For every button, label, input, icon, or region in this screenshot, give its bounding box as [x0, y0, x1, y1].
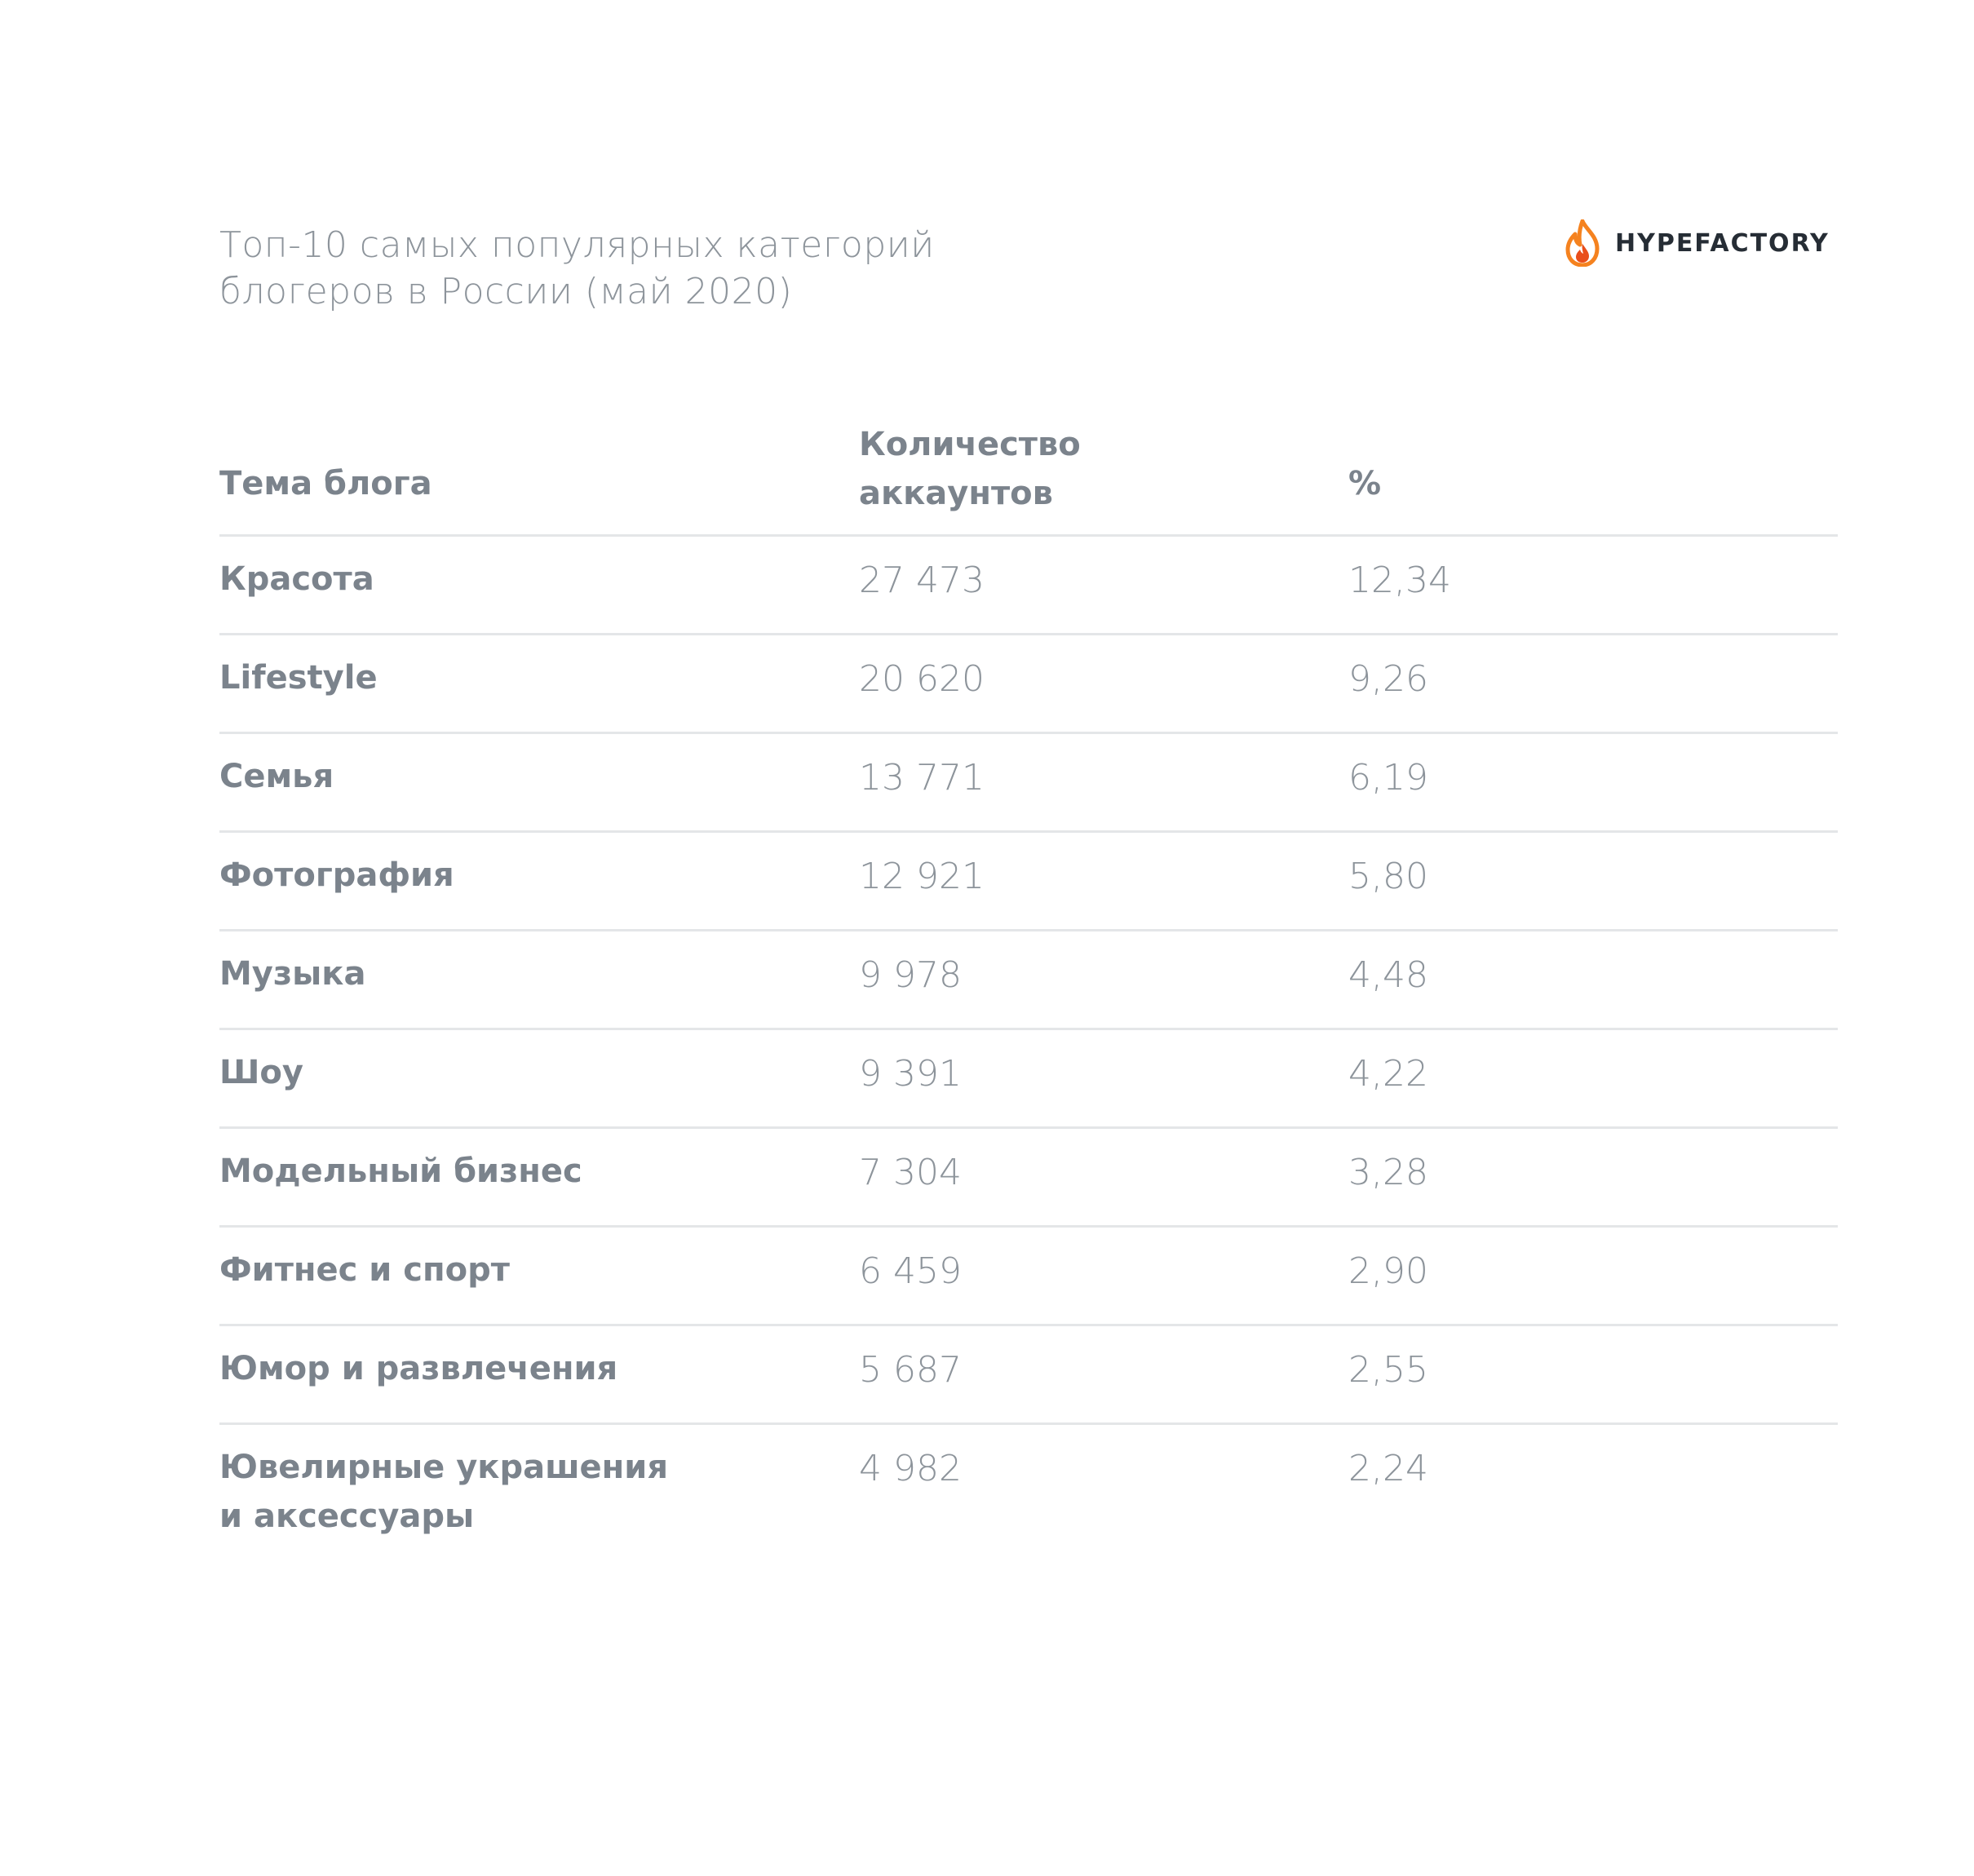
- row-percent: 6,19: [1348, 757, 1428, 799]
- table-row: [219, 635, 1838, 734]
- row-count: 9 391: [859, 1053, 962, 1095]
- row-topic: Красота: [219, 560, 374, 598]
- table-row: [219, 1228, 1838, 1326]
- row-count: 6 459: [859, 1250, 962, 1292]
- row-count: 20 620: [859, 658, 985, 700]
- header-topic: Тема блога: [219, 465, 432, 502]
- header-percent: %: [1348, 465, 1382, 502]
- title-line-1: Топ-10 самых популярных категорий: [219, 224, 935, 266]
- brand-logo: [1565, 219, 1830, 268]
- row-topic: Модельный бизнес: [219, 1153, 582, 1190]
- row-topic: [219, 1443, 668, 1541]
- table-header: [219, 420, 1838, 537]
- categories-table: [219, 420, 1838, 1564]
- table-row: [219, 537, 1838, 635]
- row-percent: 2,90: [1348, 1250, 1428, 1292]
- row-topic: Фитнес и спорт: [219, 1251, 510, 1289]
- row-percent: 5,80: [1348, 856, 1428, 897]
- row-percent: 4,48: [1348, 954, 1428, 996]
- table-row: [219, 1030, 1838, 1129]
- row-percent: 2,24: [1348, 1448, 1428, 1489]
- row-topic: Фотография: [219, 856, 454, 894]
- title-line-2: блогеров в России (май 2020): [219, 271, 793, 312]
- table-row: [219, 833, 1838, 931]
- row-topic: Семья: [219, 758, 334, 795]
- header-count-line-1: Количество: [859, 426, 1081, 463]
- row-topic-line-1: Ювелирные украшения: [219, 1449, 669, 1486]
- row-count: 9 978: [859, 954, 962, 996]
- brand-name: HYPEFACTORY: [1615, 228, 1830, 258]
- header-count-line-2: аккаунтов: [859, 475, 1053, 512]
- row-count: 27 473: [859, 560, 985, 601]
- table-row: [219, 1326, 1838, 1425]
- row-percent: 2,55: [1348, 1349, 1428, 1391]
- row-topic: Шоу: [219, 1054, 303, 1091]
- row-count: 5 687: [859, 1349, 962, 1391]
- row-percent: 4,22: [1348, 1053, 1428, 1095]
- page-title: [219, 222, 1035, 315]
- table-row: [219, 1425, 1838, 1564]
- table-row: [219, 1129, 1838, 1228]
- row-count: 13 771: [859, 757, 985, 799]
- row-topic-line-2: и аксессуары: [219, 1498, 475, 1535]
- row-percent: 9,26: [1348, 658, 1428, 700]
- row-count: 4 982: [859, 1448, 962, 1489]
- header-count: [859, 420, 1081, 518]
- row-topic: Юмор и развлечения: [219, 1350, 618, 1387]
- row-count: 7 304: [859, 1152, 962, 1193]
- row-percent: 12,34: [1348, 560, 1451, 601]
- row-percent: 3,28: [1348, 1152, 1428, 1193]
- row-count: 12 921: [859, 856, 985, 897]
- row-topic: Lifestyle: [219, 659, 378, 697]
- flame-icon: [1565, 219, 1600, 267]
- row-topic: Музыка: [219, 955, 366, 993]
- table-row: [219, 931, 1838, 1030]
- table-row: [219, 734, 1838, 833]
